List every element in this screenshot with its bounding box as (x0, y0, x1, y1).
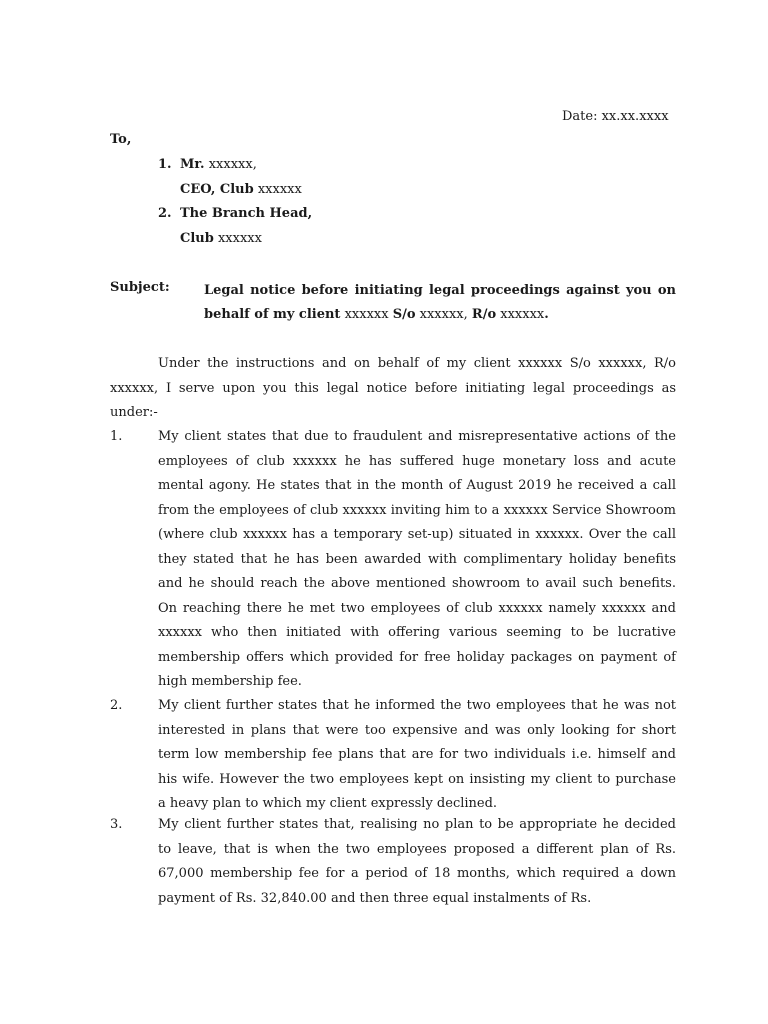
addressee-name-bold: The Branch Head, (180, 206, 313, 221)
subject-plain-2: xxxxxx, (415, 307, 472, 322)
subject-bold-2: S/o (392, 307, 416, 322)
point-text: My client further states that, realising no plan to be appropriate he decided to leave, that is when the two employees proposed a different plan of Rs. 67,000 membership fee for a period of 18 months, which required a down payment of Rs. 32,840.00 and then three equal instalments of Rs. (158, 817, 676, 906)
notice-date: Date: xx.xx.xxxx (562, 109, 669, 124)
addressee-title-bold: Club (180, 231, 214, 246)
subject-bold-3: R/o (471, 307, 497, 322)
point-1 (110, 425, 676, 695)
subject-text (204, 279, 676, 327)
point-number: 1. (110, 429, 123, 444)
point-2 (110, 694, 676, 817)
intro-paragraph: Under the instructions and on behalf of my client xxxxxx S/o xxxxxx, R/o xxxxxx, I serve upon you this legal notice before initiating legal proceedings as under:- (110, 356, 676, 420)
addressee-title: xxxxxx (213, 231, 262, 246)
addressee-name-bold: Mr. (180, 157, 205, 172)
addressee-2-line-1 (158, 205, 518, 223)
addressee-1-line-2 (158, 181, 518, 199)
subject-plain-1: xxxxxx (340, 307, 393, 322)
addressee-number: 1. (158, 157, 172, 172)
addressee-name: xxxxxx, (204, 157, 257, 172)
point-text: My client states that due to fraudulent and misrepresentative actions of the employees of club xxxxxx he has suffered huge monetary loss and acute mental agony. He states that in the month of August 2019 he received a call from the employees of club xxxxxx inviting him to a xxxxxx Service Showroom (where club xxxxxx has a temporary set-up) situated in xxxxxx. Over the call they stated that he has been awarded with complimentary holiday benefits and he should reach the above mentioned showroom to avail such benefits. On reaching there he met two employees of club xxxxxx namely xxxxxx and xxxxxx who then initiated with offering various seeming to be lucrative membership offers which provided for free holiday packages on payment of high membership fee. (158, 429, 676, 689)
point-number: 3. (110, 817, 123, 832)
point-3 (110, 813, 676, 911)
addressee-title-bold: CEO, Club (180, 182, 254, 197)
addressee-1-line-1 (158, 156, 518, 174)
subject-label: Subject: (110, 280, 170, 295)
addressee-number: 2. (158, 206, 172, 221)
subject-plain-3: xxxxxx (496, 307, 545, 322)
to-label: To, (110, 132, 132, 147)
addressee-title: xxxxxx (253, 182, 302, 197)
subject-bold-1: Legal notice before initiating legal proceedings against you on behalf of my client (204, 283, 676, 322)
subject-bold-4: . (544, 307, 549, 322)
point-number: 2. (110, 698, 123, 713)
addressee-2-line-2 (158, 230, 518, 248)
point-text: My client further states that he informed the two employees that he was not interested in plans that were too expensive and was only looking for short term low membership fee plans that are for two individuals i.e. himself and his wife. However the two employees kept on insisting my client to purchase a heavy plan to which my client expressly declined. (158, 698, 676, 811)
